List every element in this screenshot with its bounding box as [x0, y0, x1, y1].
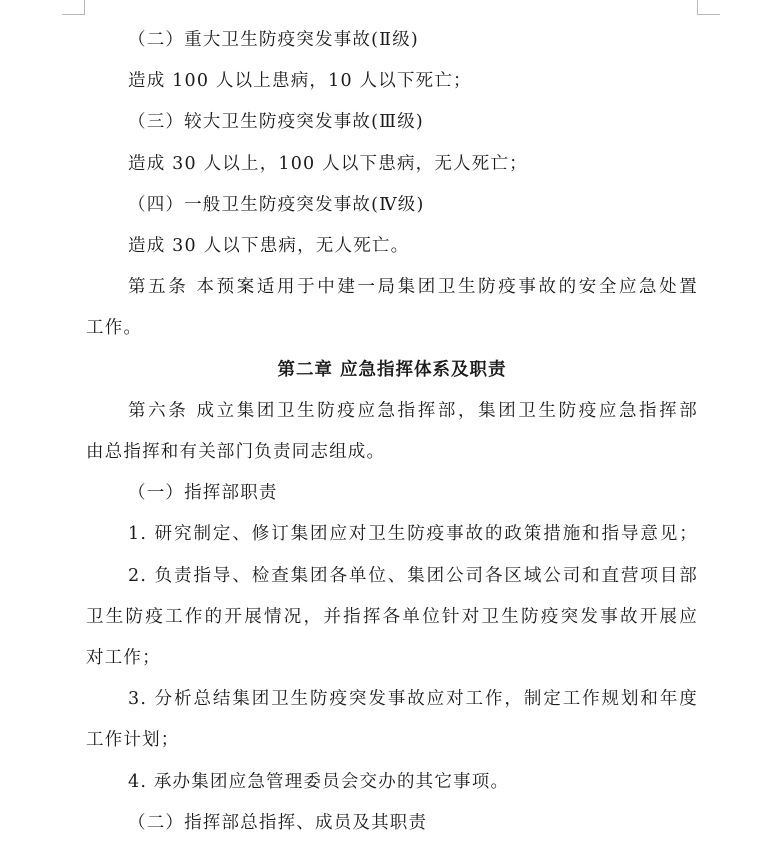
- section-2-heading: （二）指挥部总指挥、成员及其职责: [128, 812, 428, 833]
- level-3-heading: （三）较大卫生防疫突发事故(Ⅲ级): [128, 112, 424, 133]
- level-2-description: 造成 100 人以上患病，10 人以下死亡；: [128, 71, 472, 92]
- document-page-body: [86, 20, 698, 844]
- level-4-heading: （四）一般卫生防疫突发事故(Ⅳ级): [128, 194, 425, 215]
- page-corner-mark-right: [697, 0, 720, 15]
- duty-item-1: 1. 研究制定、修订集团应对卫生防疫事故的政策措施和指导意见；: [128, 524, 698, 545]
- page-corner-mark-left: [62, 0, 85, 15]
- article-5-line-1: 第五条 本预案适用于中建一局集团卫生防疫事故的安全应急处置: [128, 277, 698, 298]
- section-1-heading: （一）指挥部职责: [128, 483, 278, 504]
- chapter-2-title: 第二章 应急指挥体系及职责: [277, 359, 507, 380]
- duty-item-3-line-2: 工作计划；: [86, 730, 180, 751]
- article-5-line-2: 工作。: [86, 318, 143, 339]
- article-6-line-1: 第六条 成立集团卫生防疫应急指挥部，集团卫生防疫应急指挥部: [128, 400, 698, 421]
- duty-item-2-line-2: 卫生防疫工作的开展情况，并指挥各单位针对卫生防疫突发事故开展应: [86, 606, 698, 627]
- level-3-description: 造成 30 人以上，100 人以下患病，无人死亡；: [128, 153, 528, 174]
- level-2-heading: （二）重大卫生防疫突发事故(Ⅱ级): [128, 30, 419, 50]
- duty-item-2-line-1: 2. 负责指导、检查集团各单位、集团公司各区域公司和直营项目部: [128, 565, 698, 586]
- article-6-line-2: 由总指挥和有关部门负责同志组成。: [86, 442, 386, 463]
- duty-item-3-line-1: 3. 分析总结集团卫生防疫突发事故应对工作，制定工作规划和年度: [128, 689, 698, 710]
- level-4-description: 造成 30 人以下患病，无人死亡。: [128, 236, 410, 257]
- duty-item-2-line-3: 对工作；: [86, 648, 161, 669]
- duty-item-4: 4. 承办集团应急管理委员会交办的其它事项。: [128, 771, 510, 792]
